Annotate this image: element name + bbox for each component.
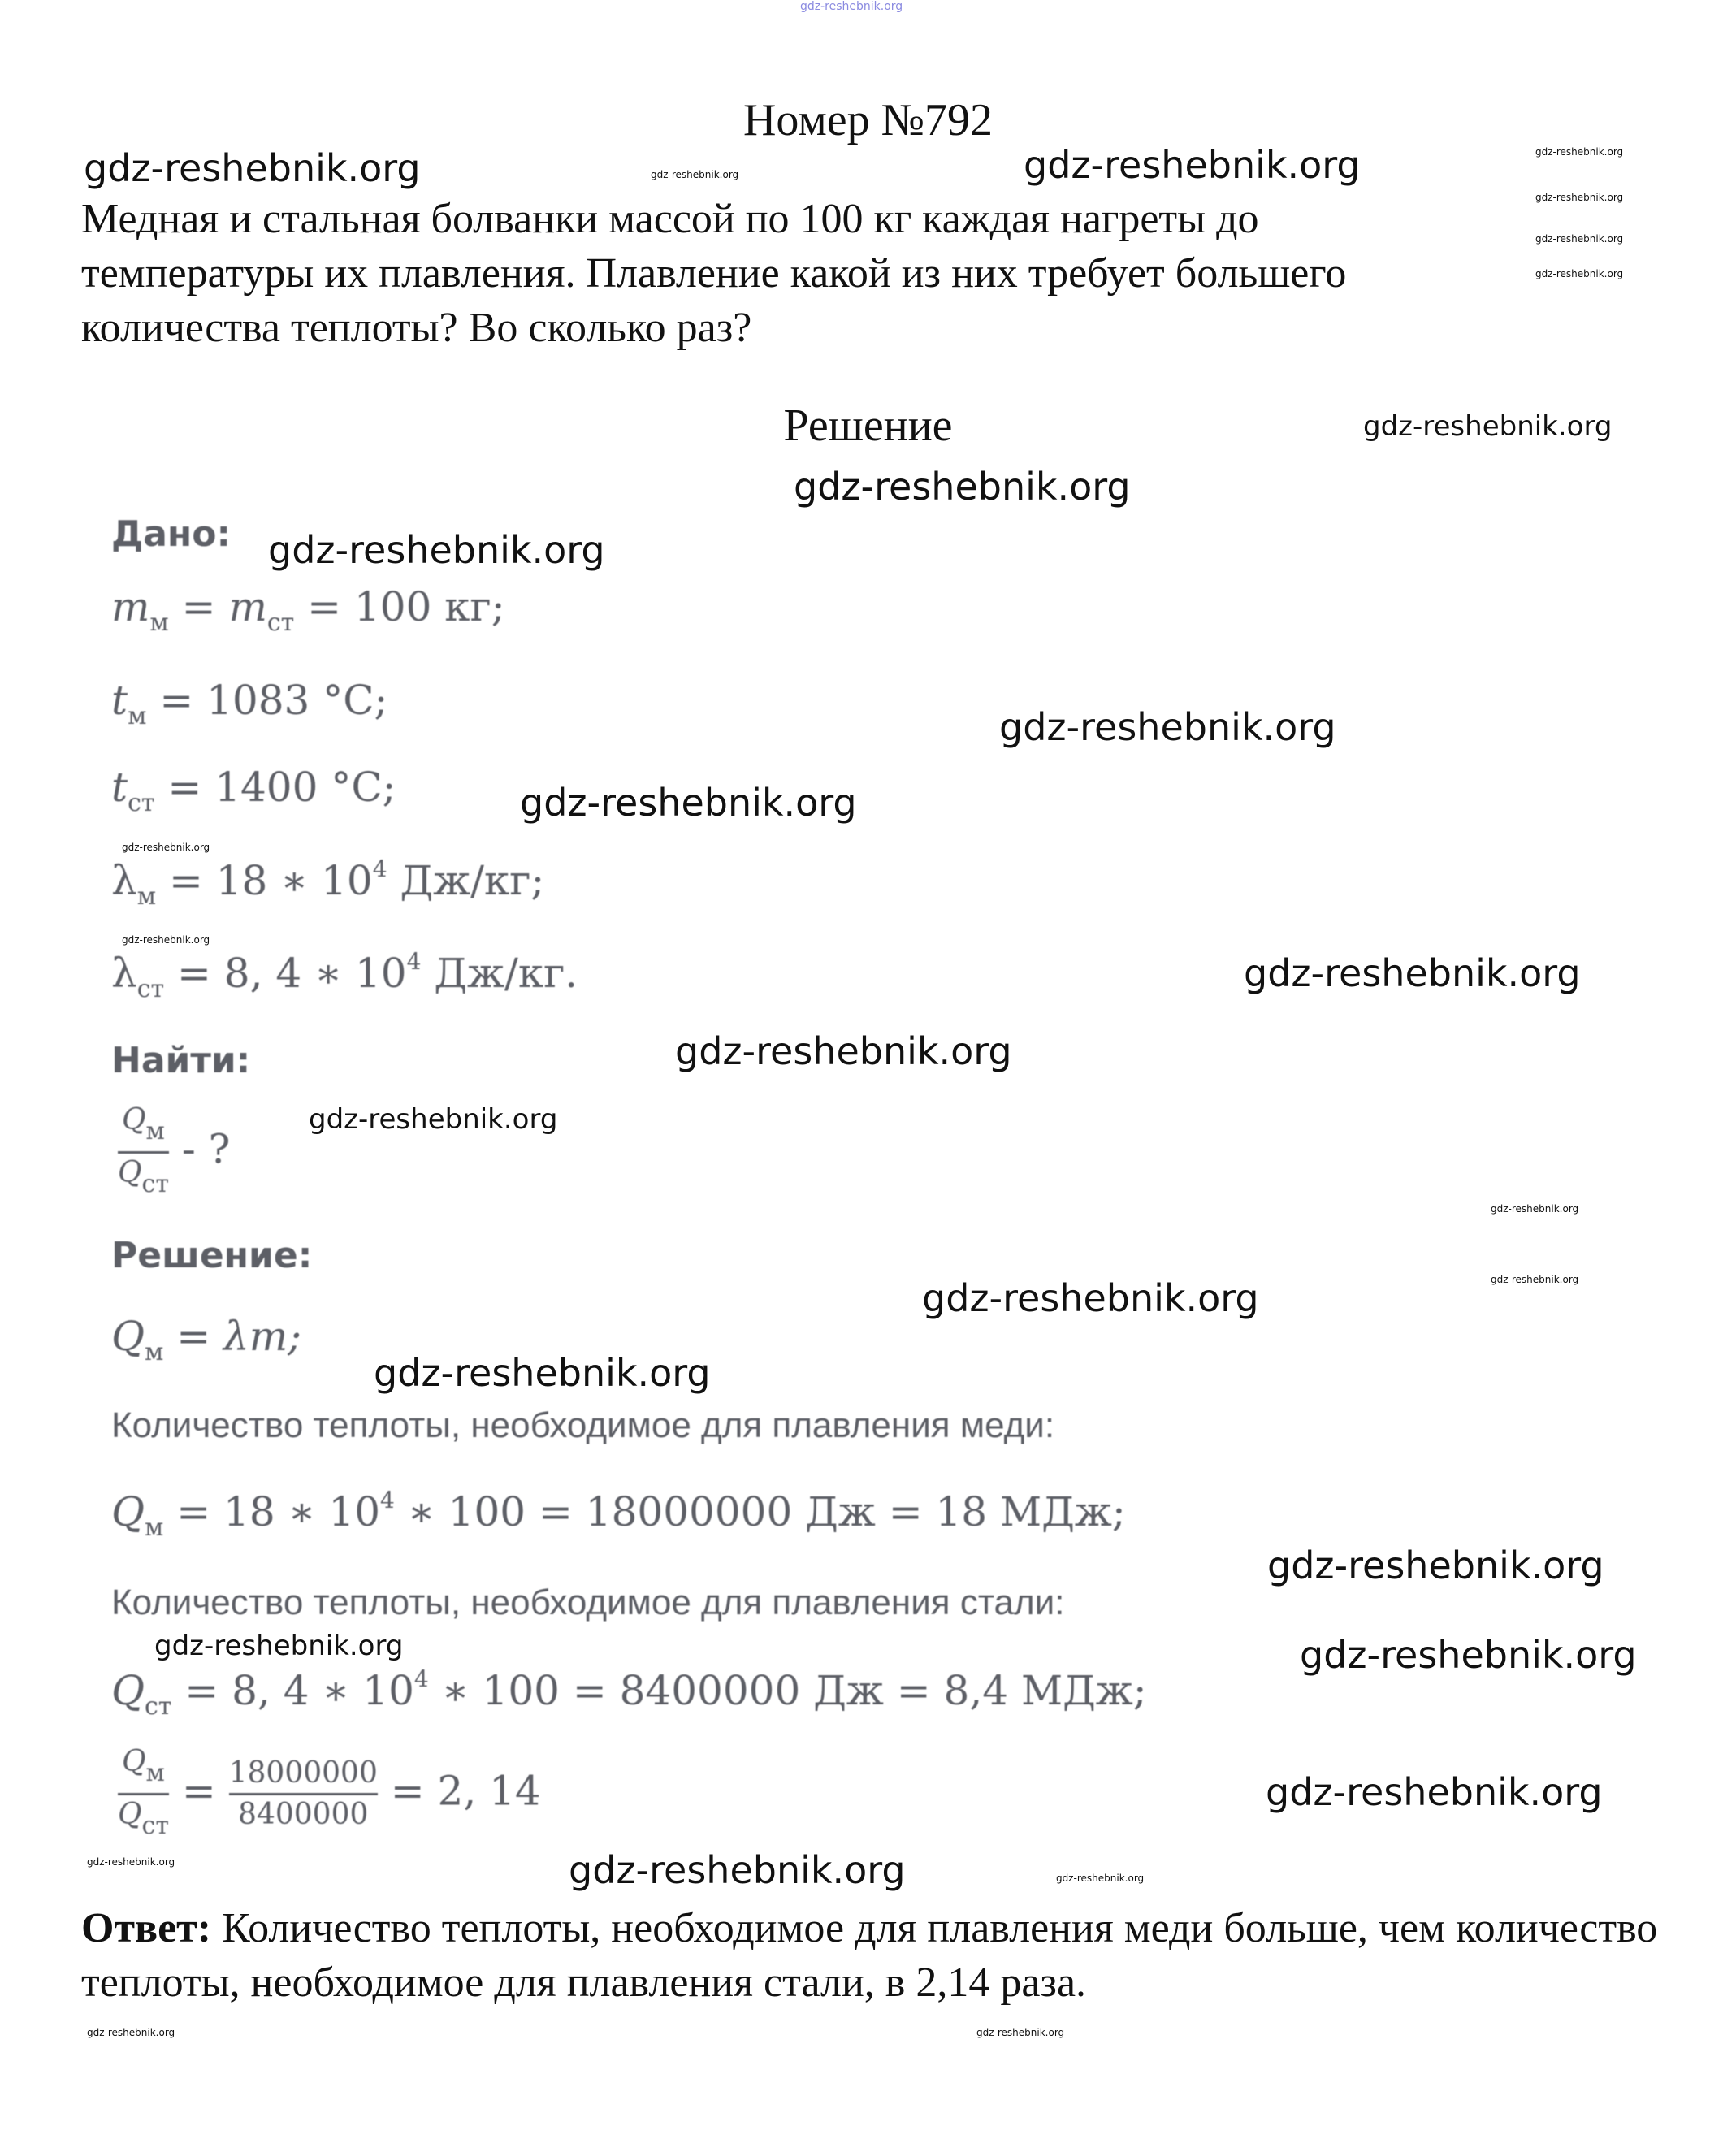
suffix: - ?: [168, 1125, 231, 1173]
problem-text: Медная и стальная болванки массой по 100 кг каждая нагреты до температуры их плавления. Плавление какой из них требует большего количества теплоты? Во сколько раз?: [81, 196, 1347, 351]
watermark: gdz-reshebnik.org: [976, 2027, 1065, 2038]
value: = 18 ∗ 10: [163, 1488, 381, 1535]
ratio-calc: [118, 1743, 541, 1846]
watermark: gdz-reshebnik.org: [84, 146, 421, 190]
find-label: Найти:: [111, 1040, 251, 1081]
denominator: [118, 1795, 169, 1846]
given-lambda-steel: [111, 948, 578, 1003]
var: Q: [122, 1745, 146, 1778]
value: = 8, 4 ∗ 10: [171, 1667, 414, 1714]
watermark: gdz-reshebnik.org: [1491, 1203, 1579, 1215]
solution-label: Решение:: [111, 1235, 313, 1276]
fraction: [118, 1743, 169, 1846]
watermark: gdz-reshebnik.org: [122, 934, 210, 946]
answer-label: Ответ:: [81, 1905, 212, 1951]
watermark: gdz-reshebnik.org: [1056, 1873, 1145, 1884]
fraction: [118, 1101, 169, 1204]
watermark: gdz-reshebnik.org: [1266, 1770, 1603, 1814]
answer: [81, 1901, 1665, 2010]
watermark: gdz-reshebnik.org: [1267, 1544, 1604, 1587]
watermark: gdz-reshebnik.org: [569, 1848, 906, 1892]
sub: м: [136, 882, 157, 911]
sub: м: [145, 1117, 165, 1145]
watermark: gdz-reshebnik.org: [1244, 951, 1581, 995]
exp: 4: [372, 855, 387, 882]
sub: ст: [141, 1170, 169, 1198]
sub: м: [145, 1759, 165, 1787]
fraction: [229, 1754, 378, 1834]
denominator: [118, 1154, 169, 1204]
watermark: gdz-reshebnik.org: [87, 2027, 175, 2038]
watermark: gdz-reshebnik.org: [999, 705, 1336, 749]
find-ratio: [118, 1101, 230, 1204]
sub: м: [145, 1513, 164, 1542]
value: = 8, 4 ∗ 10: [164, 950, 407, 997]
given-label: Дано:: [111, 513, 232, 555]
denominator: 8400000: [238, 1798, 369, 1831]
exp: 4: [380, 1487, 395, 1513]
watermark: gdz-reshebnik.org: [1300, 1633, 1637, 1677]
var: t: [111, 764, 128, 811]
watermark: gdz-reshebnik.org: [800, 0, 903, 13]
value: = 1083 °C;: [146, 677, 388, 724]
solution-formula: [111, 1313, 301, 1366]
watermark: gdz-reshebnik.org: [374, 1351, 711, 1395]
var: t: [111, 677, 128, 724]
steel-calc: [111, 1665, 1147, 1721]
sub: м: [149, 608, 169, 637]
watermark: gdz-reshebnik.org: [675, 1029, 1012, 1073]
sub: ст: [128, 789, 155, 817]
var: λ: [111, 950, 137, 997]
numerator: [122, 1743, 165, 1793]
watermark: gdz-reshebnik.org: [1363, 410, 1613, 443]
watermark: gdz-reshebnik.org: [1491, 1274, 1579, 1285]
watermark: gdz-reshebnik.org: [87, 1856, 175, 1868]
var: Q: [118, 1156, 142, 1189]
var: Q: [111, 1667, 145, 1714]
given-t-steel: [111, 764, 396, 817]
copper-calc: [111, 1487, 1126, 1542]
steel-text: Количество теплоты, необходимое для плавления стали:: [111, 1583, 1065, 1622]
value: = 1400 °C;: [154, 764, 396, 811]
var: Q: [122, 1103, 146, 1137]
var: Q: [111, 1313, 145, 1360]
var: Q: [118, 1798, 142, 1831]
page-title: Номер №792: [742, 95, 994, 145]
watermark: gdz-reshebnik.org: [651, 169, 739, 180]
given-t-copper: [111, 677, 387, 730]
eq: =: [168, 583, 229, 630]
watermark: gdz-reshebnik.org: [268, 528, 605, 572]
numerator: [122, 1101, 165, 1151]
value: ∗ 100 = 18000000: [394, 1488, 793, 1535]
given-lambda-copper: [111, 855, 544, 911]
sub: ст: [141, 1812, 169, 1840]
watermark: gdz-reshebnik.org: [794, 465, 1131, 509]
var: m: [111, 583, 150, 630]
watermark: gdz-reshebnik.org: [1535, 268, 1624, 279]
watermark: gdz-reshebnik.org: [520, 781, 857, 825]
unit: Дж/кг.: [421, 950, 578, 997]
section-title: Решение: [783, 401, 953, 451]
sub: м: [145, 1338, 164, 1366]
watermark: gdz-reshebnik.org: [922, 1276, 1259, 1320]
var: λ: [111, 857, 137, 904]
exp: 4: [406, 948, 422, 975]
value: ∗ 100 = 8400000: [428, 1667, 801, 1714]
value: = λm;: [163, 1313, 301, 1360]
watermark: gdz-reshebnik.org: [1024, 143, 1361, 187]
watermark: gdz-reshebnik.org: [154, 1630, 404, 1662]
unit: Дж = 8,4 МДж;: [800, 1667, 1147, 1714]
eq: =: [168, 1767, 229, 1815]
result: = 2, 14: [377, 1767, 541, 1815]
numerator: 18000000: [228, 1756, 378, 1790]
var: Q: [111, 1488, 145, 1535]
sub: м: [128, 702, 147, 730]
exp: 4: [413, 1665, 429, 1692]
value: = 100 кг;: [294, 583, 505, 630]
unit: Дж/кг;: [387, 857, 545, 904]
copper-text: Количество теплоты, необходимое для плавления меди:: [111, 1405, 1055, 1445]
answer-text: Количество теплоты, необходимое для плавления меди больше, чем количество теплоты, необходимое для плавления стали, в 2,14 раза.: [81, 1905, 1658, 2006]
watermark: gdz-reshebnik.org: [1535, 146, 1624, 158]
sub: ст: [145, 1692, 172, 1721]
value: = 18 ∗ 10: [156, 857, 373, 904]
var: m: [228, 583, 267, 630]
given-mass: [111, 583, 505, 637]
sub: ст: [136, 975, 165, 1003]
sub: ст: [266, 608, 295, 637]
watermark: gdz-reshebnik.org: [1535, 233, 1624, 245]
watermark: gdz-reshebnik.org: [1535, 192, 1624, 203]
unit: Дж = 18 МДж;: [792, 1488, 1126, 1535]
watermark: gdz-reshebnik.org: [309, 1103, 558, 1136]
watermark: gdz-reshebnik.org: [122, 842, 210, 853]
